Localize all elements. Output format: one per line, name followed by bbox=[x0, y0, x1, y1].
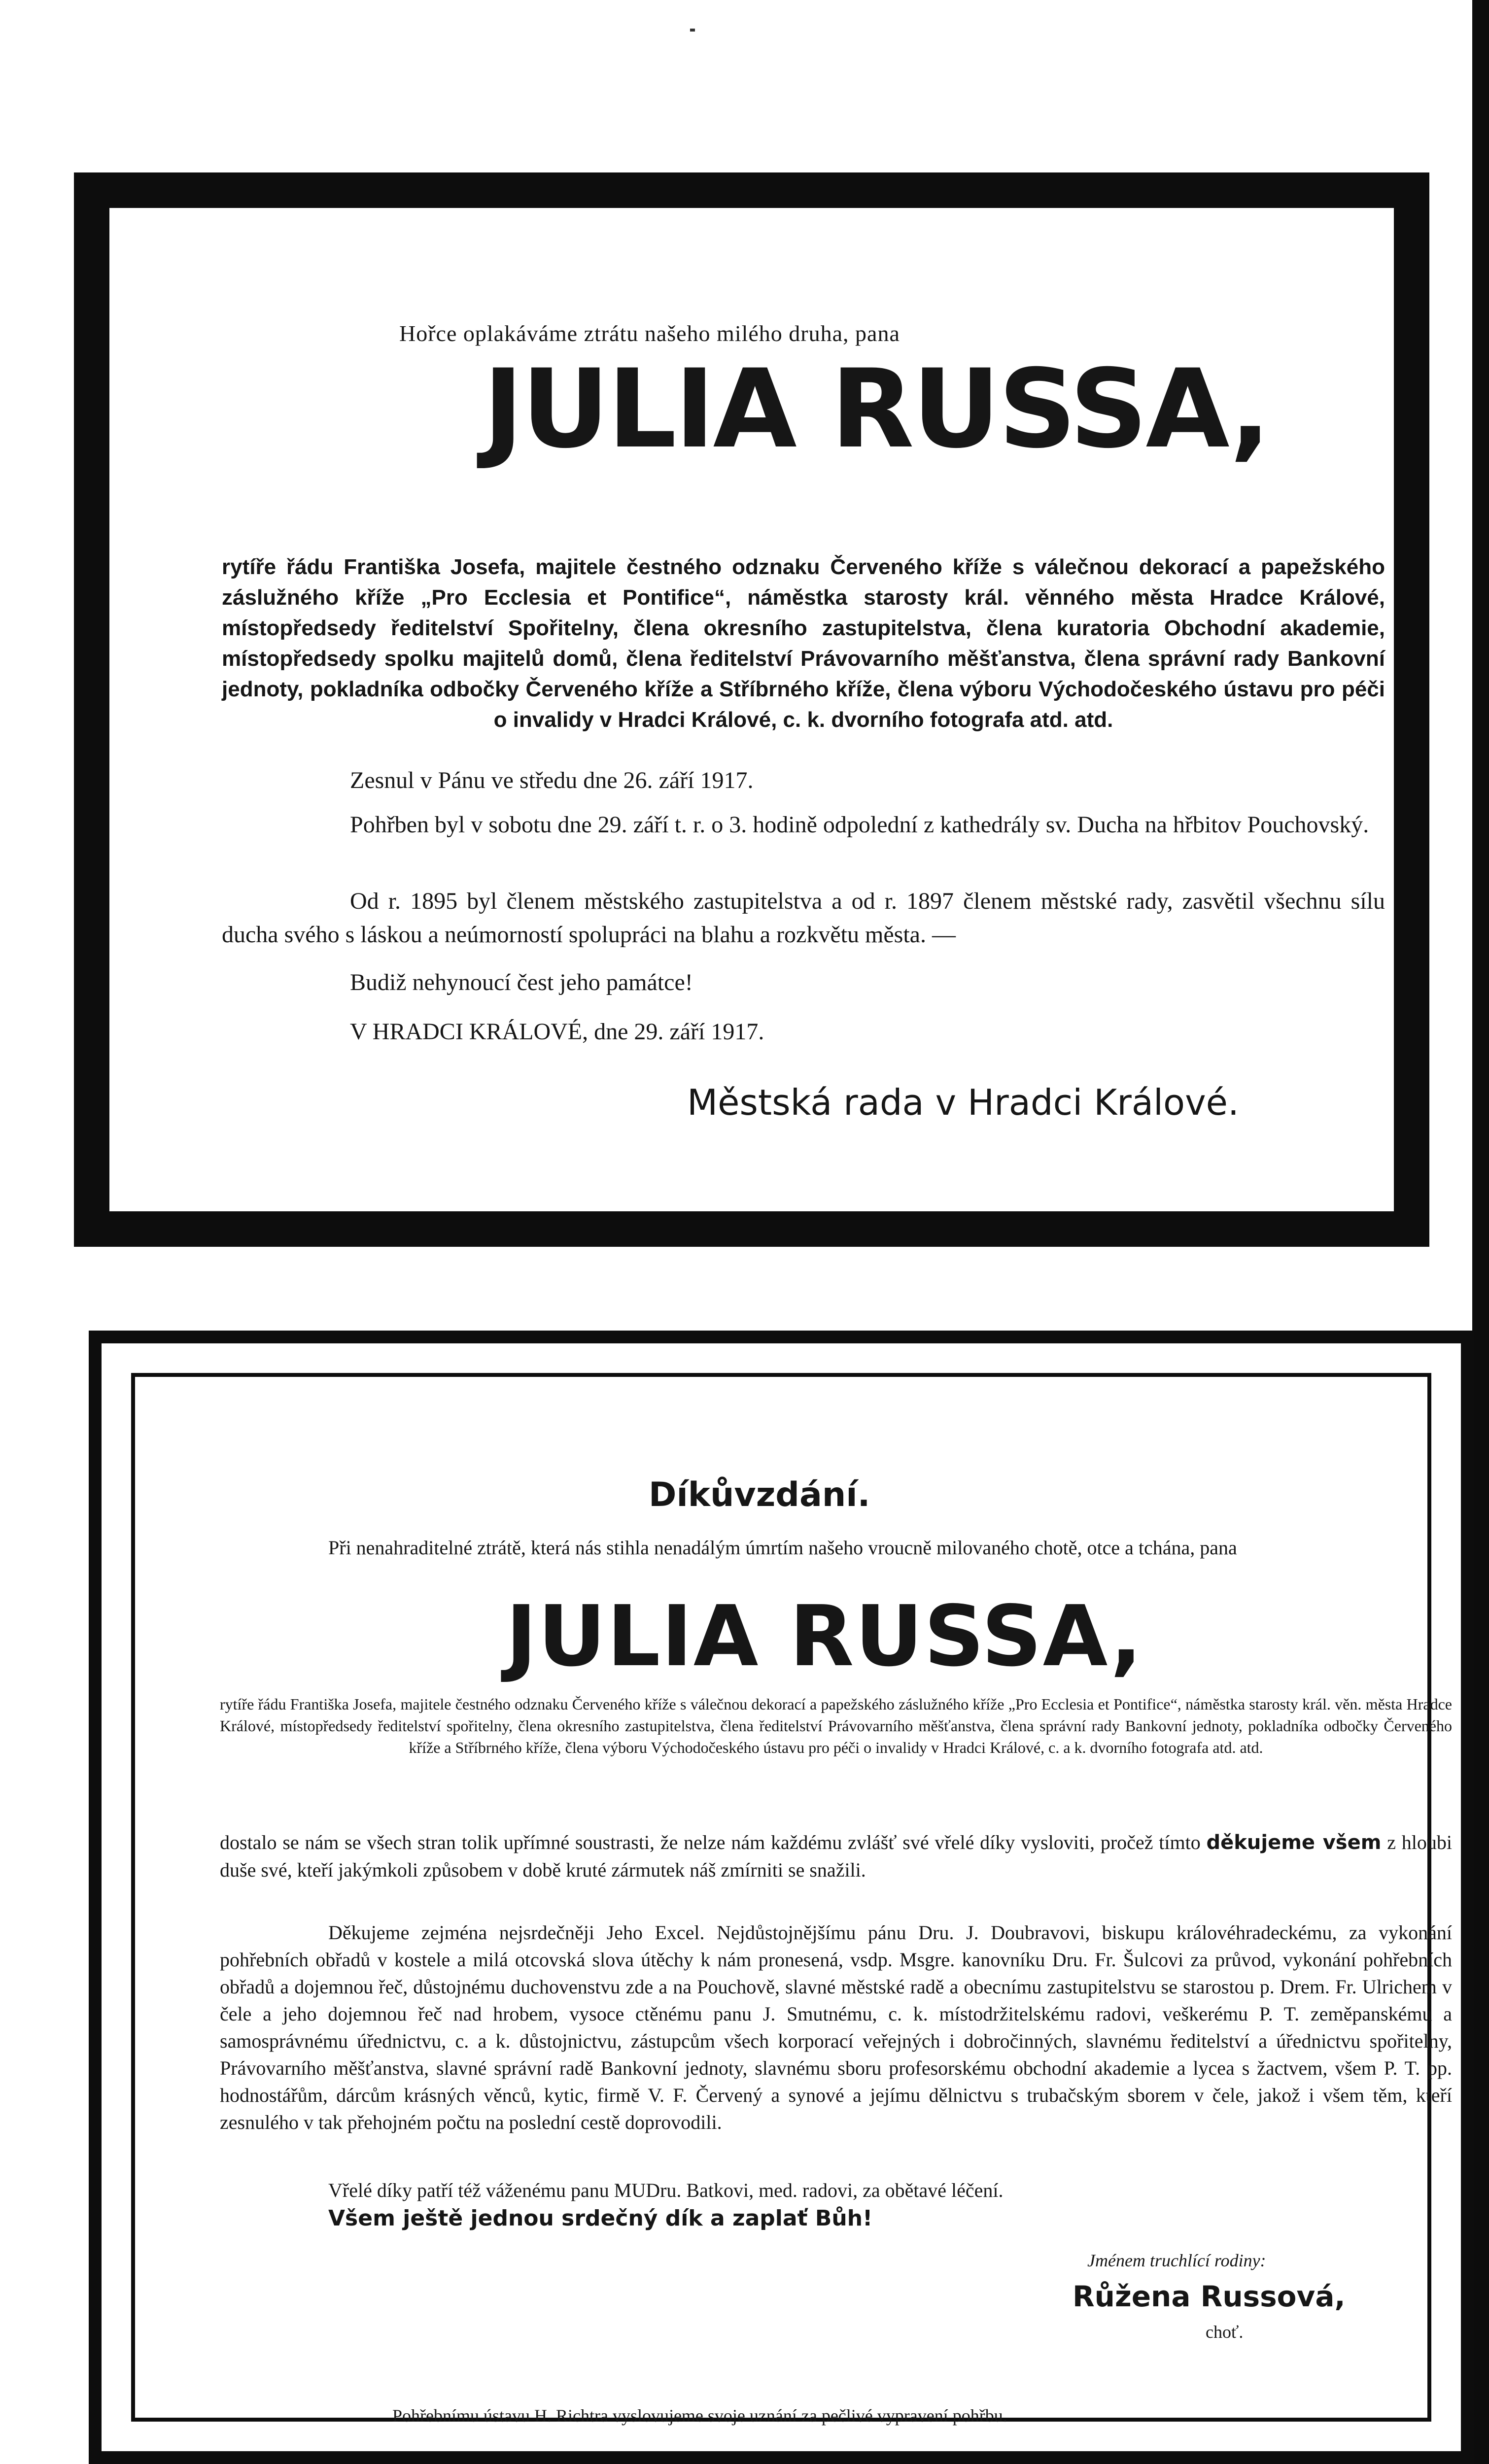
signature-role: choť. bbox=[1206, 2322, 1244, 2342]
obituary-intro: Hořce oplakáváme ztrátu našeho milého druha, pana bbox=[399, 321, 900, 346]
thanks-heading: Díkůvzdání. bbox=[649, 1475, 870, 1514]
print-mark bbox=[690, 29, 695, 32]
obituary-buried: Pohřben byl v sobotu dne 29. září t. r. o 3. hodině odpolední z kathedrály sv. Ducha na hřbitov Pouchovský. bbox=[350, 812, 1369, 838]
obituary-place-date: V HRADCI KRÁLOVÉ, dne 29. září 1917. bbox=[350, 1019, 764, 1045]
obituary-notice bbox=[74, 172, 1429, 1247]
thanks-list: Děkujeme zejména nejsrdečněji Jeho Excel. Nejdůstojnějšímu pánu Dru. J. Doubravovi, biskupu královéhradeckému, za vykonání pohřebních obřadů v kostele a milá otcovská slova útěchy k nám pronesená, vsdp. Msgre. kanovníku Dru. Fr. Šulcovi za průvod, vykonání pohřebních obřadů a dojemnou řeč, důstojnému duchovenstvu zde a na Pouchově, slavné městské radě a obecnímu zastupitelstvu se starostou p. Drem. Fr. Ulrichem v čele a jeho dojemnou řeč nad hrobem, vysoce ctěnému panu J. Smutnému, c. k. místodržitelskému radovi, veškerému P. T. zeměpanskému a samosprávnému úřednictvu, c. a k. důstojnictvu, zástupcům všech korporací veřejných i dobročinných, slavnému ředitelství a úřednictvu spořitelny, Právovarního měšťanstva, slavné správní radě Bankovní jednoty, slavnému sboru profesorskému obchodní akademie a lycea s žactvem, všem P. T. pp. hodnostářům, dárcům krásných věnců, kytic, firmě V. F. Červený a synové a jejímu dělnictvu s trubačským sborem v čele, jakož i všem těm, kteří zesnulého v tak přehojném počtu na poslední cestě doprovodili. bbox=[220, 1921, 1452, 2133]
family-label: Jménem truchlící rodiny: bbox=[1087, 2251, 1266, 2270]
thanks-notice bbox=[89, 1331, 1474, 2464]
page-edge bbox=[1472, 0, 1489, 2464]
thanks-doctor: Vřelé díky patří též váženému panu MUDru. Batkovi, med. radovi, za obětavé léčení. bbox=[328, 2179, 1004, 2201]
sympathy-text-2: z hloubi duše své, kteří jakýmkoli způsobem v době kruté zármutek náš zmírniti se snažili. bbox=[220, 1831, 1453, 1881]
thanks-final: Všem ještě jednou srdečný dík a zaplať Bůh! bbox=[328, 2206, 873, 2231]
funeral-home-thanks: Pohřebnímu ústavu H. Richtra vyslovujeme svoje uznání za pečlivé vypravení pohřbu. bbox=[392, 2406, 1007, 2426]
thanks-titles: rytíře řádu Františka Josefa, majitele čestného odznaku Červeného kříže s válečnou dekorací a papežského záslužného kříže „Pro Ecclesia et Pontifice“, náměstka starosty král. věn. města Hradce Králové, místopředsedy ředitelství spořitelny, člena okresního zastupitelstva, člena ředitelství Právovarního měšťanstva, člena správní rady Bankovní jednoty, pokladníka odbočky Červeného kříže a Stříbrného kříže, člena výboru Východočeského ústavu pro péči o invalidy v Hradci Králové, c. a k. dvorního fotografa atd. atd. bbox=[220, 1695, 1452, 1756]
obituary-body bbox=[123, 222, 1385, 1198]
obituary-honor: Budiž nehynoucí čest jeho památce! bbox=[350, 969, 693, 995]
thanks-signature: Růžena Russová, bbox=[1073, 2280, 1346, 2313]
obituary-signature: Městská rada v Hradci Králové. bbox=[687, 1082, 1239, 1123]
thanks-name: JULIA RUSSA, bbox=[506, 1588, 1143, 1685]
thanks-intro: Při nenahraditelné ztrátě, která nás stihla nenadálým úmrtím našeho vroucně milovaného chotě, otce a tchána, pana bbox=[328, 1537, 1237, 1559]
obituary-member: Od r. 1895 byl členem městského zastupitelstva a od r. 1897 členem městské rady, zasvětil všechnu sílu ducha svého s láskou a neúmorností spolupráci na blahu a rozkvětu města. — bbox=[222, 888, 1385, 948]
obituary-titles: rytíře řádu Františka Josefa, majitele čestného odznaku Červeného kříže s válečnou dekorací a papežského záslužného kříže „Pro Ecclesia et Pontifice“, náměstka starosty král. věnného města Hradce Králové, místopředsedy ředitelství Spořitelny, člena okresního zastupitelstva, člena kuratoria Obchodní akademie, místopředsedy spolku majitelů domů, člena ředitelství Právovarního měšťanstva, člena správní rady Bankovní jednoty, pokladníka odbočky Červeného kříže a Stříbrného kříže, člena výboru Východočeského ústavu pro péči o invalidy v Hradci Králové, c. k. dvorního fotografa atd. atd. bbox=[222, 555, 1385, 732]
sympathy-bold: děkujeme všem bbox=[1206, 1831, 1382, 1854]
obituary-name: JULIA RUSSA, bbox=[483, 346, 1269, 472]
sympathy-text-1: dostalo se nám se všech stran tolik upřímné soustrasti, že nelze nám každému zvlášť své vřelé díky vysloviti, pročež tímto bbox=[220, 1831, 1201, 1853]
obituary-died: Zesnul v Pánu ve středu dne 26. září 1917. bbox=[350, 767, 754, 793]
thanks-sympathy bbox=[220, 1829, 1452, 1883]
